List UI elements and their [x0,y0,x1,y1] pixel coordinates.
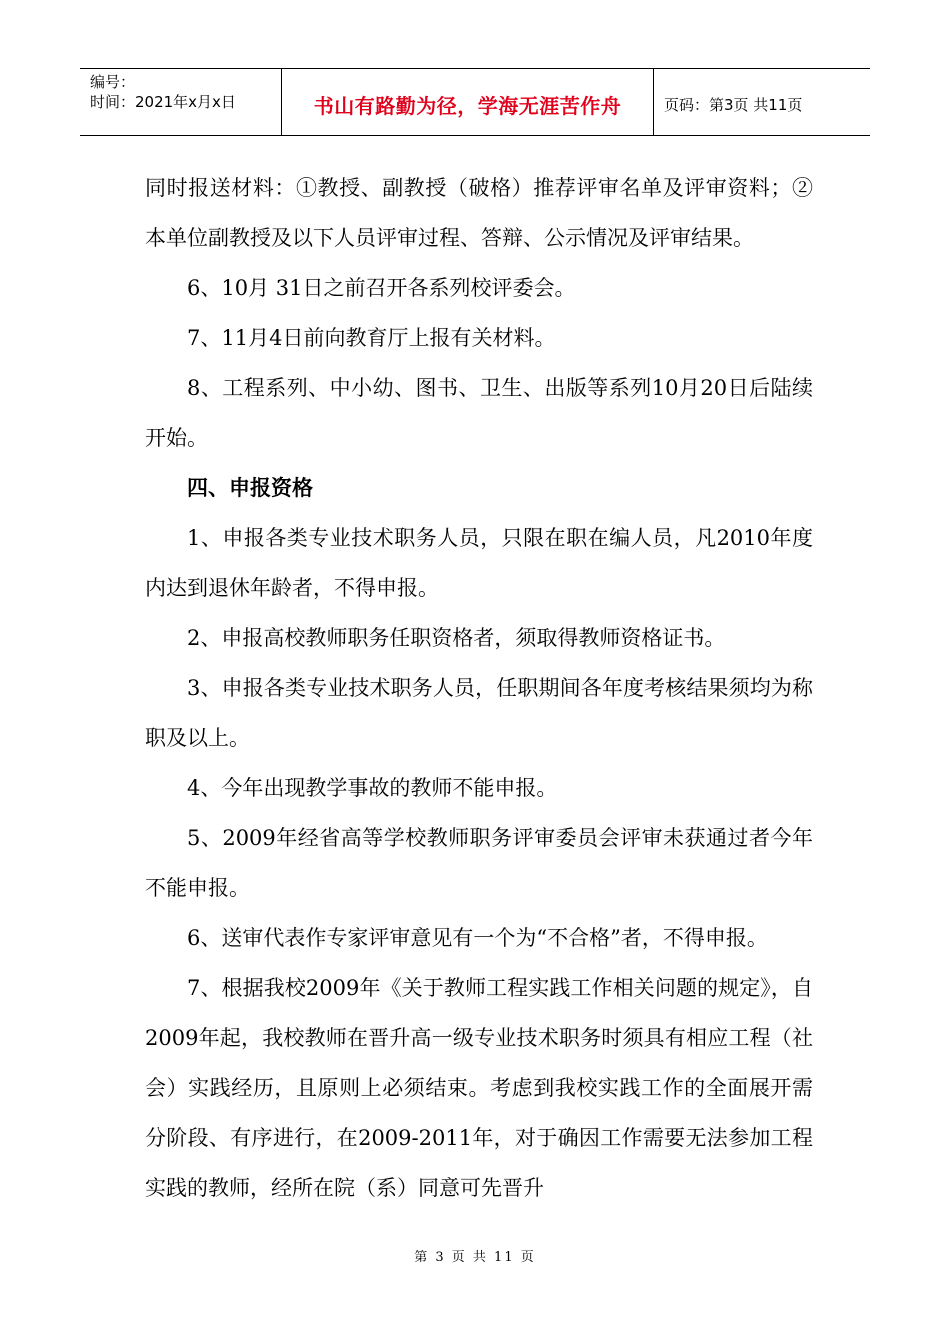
paragraph: 1、申报各类专业技术职务人员，只限在职在编人员，凡2010年度内达到退休年龄者，不得申报。 [145,526,813,600]
section-heading: 四、申报资格 [187,476,313,500]
paragraph: 同时报送材料：①教授、副教授（破格）推荐评审名单及评审资料；②本单位副教授及以下人员评审过程、答辩、公示情况及评审结果。 [145,176,813,250]
paragraph: 7、11月4日前向教育厅上报有关材料。 [187,326,556,350]
paragraph: 6、10月 31日之前召开各系列校评委会。 [187,276,576,300]
paragraph: 5、2009年经省高等学校教师职务评审委员会评审未获通过者今年不能申报。 [145,826,813,900]
paragraph: 7、根据我校2009年《关于教师工程实践工作相关问题的规定》，自2009年起，我校教师在晋升高一级专业技术职务时须具有相应工程（社会）实践经历，且原则上必须结束。考虑到我校实践工作的全面展开需分阶段、有序进行，在2009-2011年，对于确因工作需要无法参加工程实践的教师，经所在院（系）同意可先晋升 [145,976,813,1200]
header-motto: 书山有路勤为径，学海无涯苦作舟 [282,69,654,135]
paragraph: 4、今年出现教学事故的教师不能申报。 [187,776,558,800]
document-body [145,163,813,1213]
page-footer: 第 3 页 共 11 页 [414,1250,536,1265]
header-page-info: 页码：第3页 共11页 [664,95,803,114]
document-number-label: 编号： [90,73,136,91]
header-meta-cell [80,69,282,135]
paragraph: 2、申报高校教师职务任职资格者，须取得教师资格证书。 [187,626,726,650]
document-time-label: 时间：2021年x月x日 [90,93,236,111]
paragraph: 6、送审代表作专家评审意见有一个为“不合格”者，不得申报。 [187,926,768,950]
paragraph: 8、工程系列、中小幼、图书、卫生、出版等系列10月20日后陆续开始。 [145,376,813,450]
header-table [80,68,870,136]
paragraph: 3、申报各类专业技术职务人员，任职期间各年度考核结果须均为称职及以上。 [145,676,813,750]
